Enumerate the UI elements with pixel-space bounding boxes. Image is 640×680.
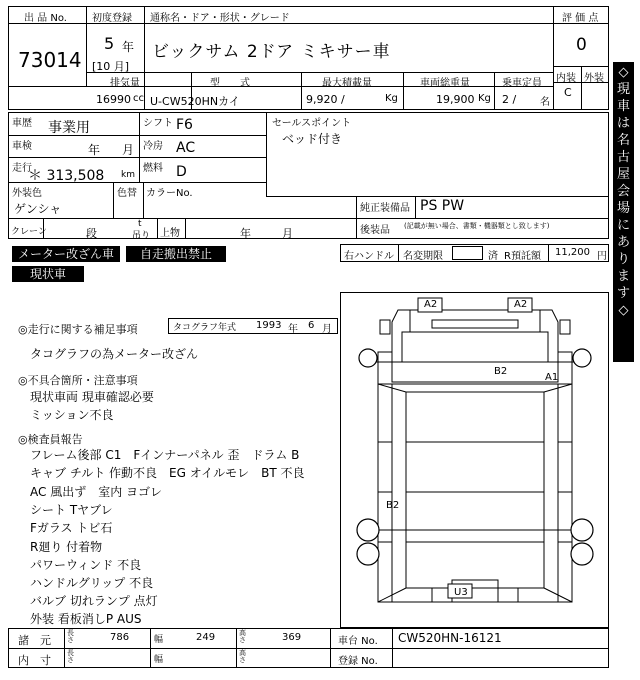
upper-month: 月	[282, 227, 293, 240]
dims-label: 諸 元	[18, 634, 51, 647]
mileage: ＊ 313,508	[28, 168, 105, 184]
capacity-label: 乗車定員	[502, 78, 542, 89]
crane-t: t	[138, 219, 142, 229]
no-self-drive-tag: 自走搬出禁止	[126, 246, 226, 262]
genuine-label: 純正装備品	[360, 203, 410, 214]
ext-color-label: 外装色	[12, 188, 42, 199]
inner-width-label: 幅	[154, 655, 164, 665]
inspector-note: シート Tヤブレ	[30, 503, 113, 517]
meter-tampered-tag: メーター改ざん車	[12, 246, 120, 262]
mileage-unit: km	[121, 170, 135, 180]
sales-point-label: セールスポイント	[272, 118, 352, 129]
crane-label: クレーン	[11, 227, 47, 237]
max-load: 9,920 /	[306, 93, 345, 106]
shuppin-no: 73014	[18, 48, 82, 72]
usage: 事業用	[48, 120, 90, 136]
max-load-label: 最大積載量	[322, 78, 372, 89]
gross-weight-label: 車両総重量	[420, 78, 470, 89]
damage-mark: A1	[545, 372, 559, 383]
gross-weight: 19,900	[436, 93, 475, 106]
defect-note: ミッション不良	[30, 408, 114, 422]
genuine-equipment: PS PW	[420, 198, 465, 214]
inspector-note: フレーム後部 C1 Fインナーパネル 歪 ドラム B	[30, 448, 300, 462]
recycle-done: 済	[488, 251, 498, 262]
chassis-no: CW520HN-16121	[398, 631, 502, 645]
height: 369	[282, 632, 302, 643]
usage-label: 車歴	[12, 118, 32, 129]
tachograph-month: 6	[308, 320, 315, 331]
aftermarket-note: (記載が無い場合、書類・機器類とし致します)	[404, 222, 550, 230]
car-name-label: 通称名・ドア・形状・グレード	[150, 13, 290, 24]
tachograph-label: タコグラフ年式	[173, 323, 237, 333]
model: U-CW520HNカイ	[150, 95, 240, 108]
ac: AC	[176, 140, 196, 156]
name-change-label: 名変期限	[403, 251, 443, 262]
height-label: 高さ	[239, 629, 246, 644]
aftermarket-label: 後装品	[360, 225, 390, 236]
inspector-report-title: ◎検査員報告	[18, 433, 83, 446]
mileage-label: 走行	[12, 163, 32, 174]
driving-note: タコグラフの為メーター改ざん	[30, 347, 199, 361]
exterior-label: 外装	[584, 73, 604, 84]
inspection-label: 車検	[12, 141, 32, 152]
year-unit: 年	[122, 40, 135, 54]
recycle-fee: 11,200	[555, 247, 590, 258]
recycle-fee-label: R預託額	[504, 251, 541, 262]
model-label: 型 式	[210, 78, 250, 89]
inspector-note: Fガラス トビ石	[30, 521, 113, 535]
eval-score: 0	[576, 35, 587, 55]
length-label: 長さ	[67, 629, 74, 644]
inner-length-label: 長さ	[67, 649, 74, 664]
color-no-label: カラーNo.	[146, 188, 193, 199]
capacity: 2 /	[502, 93, 517, 106]
inner-height-label: 高さ	[239, 649, 246, 664]
car-name: ビックサム 2ドア ミキサー車	[152, 42, 391, 62]
sales-point: ベッド付き	[282, 132, 343, 146]
inspector-note: AC 風出ず 室内 ヨゴレ	[30, 485, 163, 499]
fuel-label: 燃料	[143, 163, 163, 174]
inspector-note: キャブ チルト 作動不良 EG オイルモレ BT 不良	[30, 466, 305, 480]
as-is-tag: 現状車	[12, 266, 84, 282]
inspection-year: 年	[88, 143, 101, 157]
inspector-note: ハンドルグリップ 不良	[30, 576, 154, 590]
damage-mark: U3	[454, 587, 468, 598]
first-reg-label: 初度登録	[92, 13, 132, 24]
defect-notes-title: ◎不具合箇所・注意事項	[18, 374, 138, 387]
max-load-unit: Kg	[385, 93, 398, 104]
inspector-note: R廻り 付着物	[30, 540, 103, 554]
upper-year: 年	[240, 227, 251, 240]
width: 249	[196, 632, 216, 643]
crane-stage: 段	[86, 227, 97, 240]
eval-label: 評 価 点	[562, 13, 599, 24]
tachograph-month-unit: 月	[322, 324, 332, 335]
tachograph-year: 1993	[256, 320, 282, 331]
steering: 右ハンドル	[344, 251, 394, 262]
damage-mark: A2	[514, 299, 528, 310]
location-banner: ◇ 現 車 は 名 古 屋 会 場 に あ り ま す ◇	[613, 62, 634, 362]
shuppin-no-label: 出 品 No.	[24, 13, 67, 24]
interior-label: 内装	[556, 73, 576, 84]
damage-mark: A2	[424, 299, 438, 310]
damage-mark: B2	[386, 500, 400, 511]
shift: F6	[176, 117, 193, 133]
damage-mark: B2	[494, 366, 508, 377]
name-change-box	[452, 246, 483, 260]
crane-fold: 吊り	[132, 231, 151, 241]
inspector-note: 外装 看板消しP AUS	[30, 612, 142, 626]
first-reg-month: [10 月]	[92, 60, 130, 73]
length: 786	[110, 632, 130, 643]
truck-diagram	[340, 292, 609, 628]
shift-label: シフト	[143, 118, 173, 129]
width-label: 幅	[154, 635, 164, 645]
displacement-unit: cc	[133, 93, 144, 104]
interior-grade: C	[564, 86, 572, 99]
chassis-label: 車台 No.	[338, 636, 378, 647]
first-reg-year: 5	[104, 34, 115, 53]
tachograph-year-unit: 年	[288, 324, 298, 335]
gross-weight-unit: Kg	[478, 93, 491, 104]
displacement-label: 排気量	[110, 78, 140, 89]
inspector-note: バルブ 切れランプ 点灯	[30, 594, 158, 608]
inspector-note: パワーウィンド 不良	[30, 558, 142, 572]
recycle-unit: 円	[597, 251, 607, 262]
ac-label: 冷房	[143, 141, 163, 152]
ext-color: ゲンシャ	[14, 202, 62, 216]
upper-label: 上物	[160, 228, 180, 239]
defect-note: 現状車両 現車確認必要	[30, 390, 154, 404]
fuel: D	[176, 164, 187, 180]
color-change-label: 色替	[117, 188, 137, 199]
driving-notes-title: ◎走行に関する補足事項	[18, 323, 138, 336]
inspection-month: 月	[122, 143, 135, 157]
inner-dims-label: 内 寸	[18, 654, 51, 667]
capacity-unit: 名	[540, 97, 550, 108]
displacement: 16990	[96, 93, 131, 106]
registration-label: 登録 No.	[338, 656, 378, 667]
